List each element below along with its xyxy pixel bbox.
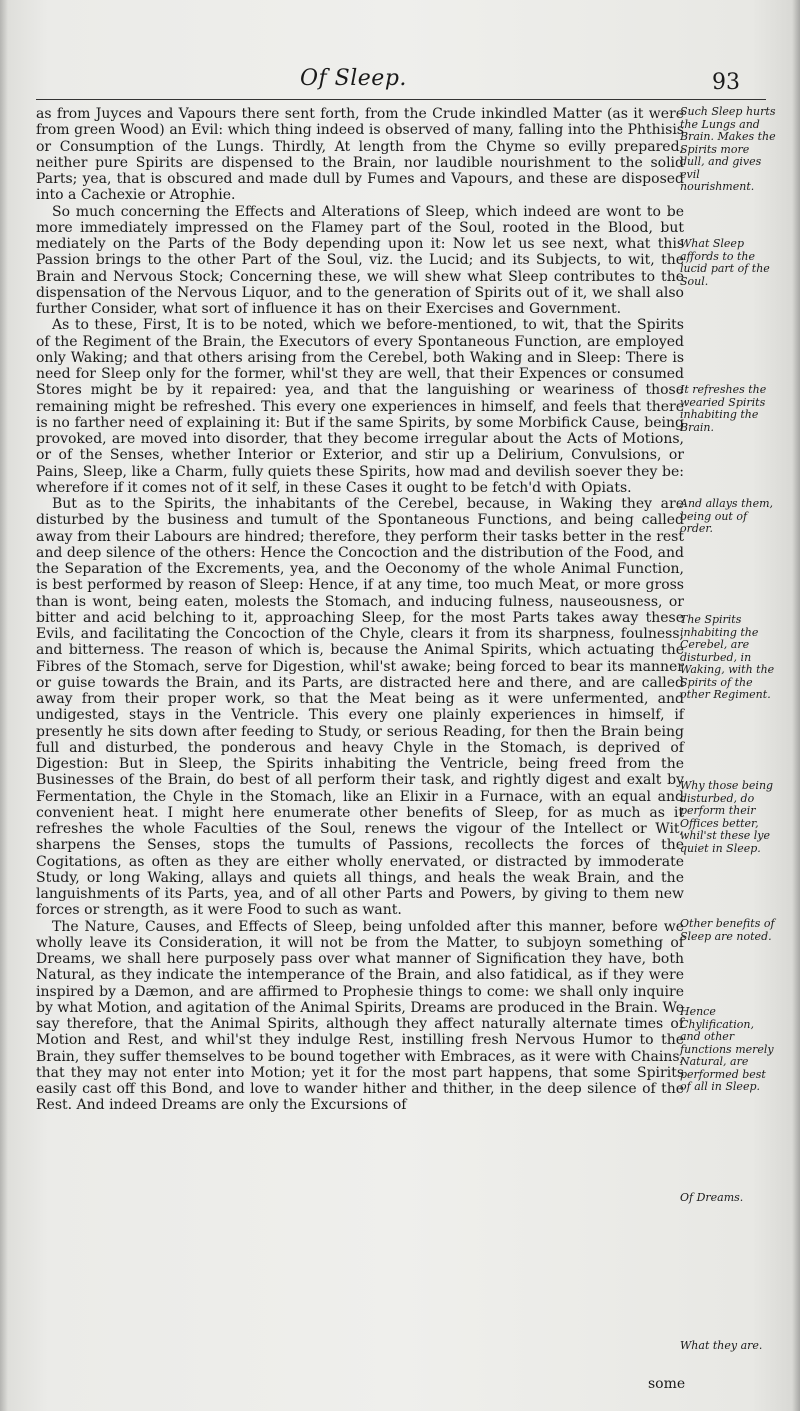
margin-note-cerebel-spirits: The Spirits inhabiting the Cerebel, are disturbed, in Waking, with the Spirits of the other Regiment.	[680, 613, 775, 701]
page-header	[0, 62, 800, 102]
margin-note-what-they-are: What they are.	[680, 1339, 763, 1352]
page-number: 93	[712, 70, 740, 95]
page-edge-right	[792, 0, 800, 1411]
paragraph-1: as from Juyces and Vapours there sent forth, from the Crude inkindled Matter (as it were from green Wood) an Evil: which thing indeed is observed of many, falling into the Phthisis or Consumption of the Lungs. Thirdly, At length from the Chyme so evilly prepared, neither pure Spirits are dispensed to the Brain, nor laudible nourishment to the solid Parts; yea, that is obscured and made dull by Fumes and Vapours, and these are disposed into a Cachexie or Atrophie.	[36, 106, 684, 204]
page-edge-left	[0, 0, 8, 1411]
running-title: Of Sleep.	[300, 66, 407, 91]
margin-note-of-dreams: Of Dreams.	[680, 1191, 744, 1204]
paragraph-4: But as to the Spirits, the inhabitants of the Cerebel, because, in Waking they are disturbed by the business and tumult of the Spontaneous Functions, and being called away from their Labours are hindred; therefore, they perform their tasks better in the rest and deep silence of the others: Hence the Concoction and the distribution of the Food, and the Separation of the Excrements, yea, and the Oeconomy of the whole Animal Function, is best performed by reason of Sleep: Hence, if at any time, too much Meat, or more gross than is wont, being eaten, molests the Stomach, and inducing fulness, nauseousness, or bitter and acid belching to it, approaching Sleep, for the most Parts takes away these Evils, and facilitating the Concoction of the Chyle, clears it from its sharpness, foulness, and bitterness. The reason of which is, because the Animal Spirits, which actuating the Fibres of the Stomach, serve for Digestion, whil'st awake; being forced to bear its manner or guise towards the Brain, and its Parts, are distracted here and there, and are called away from their proper work, so that the Meat being as it were unfermented, and undigested, stays in the Ventricle. This every one plainly experiences in himself, if presently he sits down after feeding to Study, or serious Reading, for then the Brain being full and disturbed, the ponderous and heavy Chyle in the Stomach, is deprived of Digestion: But in Sleep, the Spirits inhabiting the Ventricle, being freed from the Businesses of the Brain, do best of all perform their task, and rightly digest and exalt by Fermentation, the Chyle in the Stomach, like an Elixir in a Furnace, with an equal and convenient heat. I might here enumerate other benefits of Sleep, for as much as it refreshes the whole Faculties of the Soul, renews the vigour of the Intellect or Wit, sharpens the Senses, stops the tumults of Passions, recollects the forces of the Cogitations, as often as they are either wholly enervated, or distracted by immoderate Study, or long Waking, allays and quiets all things, and heals the weak Brain, and the languishments of its Parts, yea, and of all other Parts and Powers, by giving to them new forces or strength, as it were Food to such as want.	[36, 496, 684, 919]
paragraph-3: As to these, First, It is to be noted, which we before-mentioned, to wit, that the Spirits of the Regiment of the Brain, the Executors of every Spontaneous Function, are employed only Waking; and that others arising from the Cerebel, both Waking and in Sleep: There is need for Sleep only for the former, whil'st they are well, that their Expences or consumed Stores might be by it repaired: yea, and that the languishing or weariness of those remaining might be refreshed. This every one experiences in himself, and feels that there is no farther need of explaining it: But if the same Spirits, by some Morbifick Cause, being provoked, are moved into disorder, that they become irregular about the Acts of Motions, or of the Senses, whether Interior or Exterior, and stir up a Delirium, Convulsions, or Pains, Sleep, like a Charm, fully quiets these Spirits, how mad and devilish soever they be: wherefore if it comes not of it self, in these Cases it ought to be fetch'd with Opiats.	[36, 317, 684, 496]
header-rule	[36, 99, 766, 100]
margin-note-refreshes-spirits: It refreshes the wearied Spirits inhabiting the Brain.	[680, 383, 767, 434]
margin-note-chylification: Hence Chylification, and other functions merely Natural, are performed best of all in Sleep.	[680, 1005, 774, 1093]
margin-note-allays: And allays them, being out of order.	[680, 497, 774, 535]
margin-note-other-benefits: Other benefits of Sleep are noted.	[680, 917, 775, 943]
margin-note-why-disturbed: Why those being disturbed, do perform their Offices better, whil'st these lye quiet in Sleep.	[680, 779, 774, 855]
main-text	[36, 106, 684, 1114]
paragraph-5: The Nature, Causes, and Effects of Sleep, being unfolded after this manner, before we wholly leave its Consideration, it will not be from the Matter, to subjoyn something of Dreams, we shall here purposely pass over what manner of Signification they have, both Natural, as they indicate the intemperance of the Brain, and also fatidical, as if they were inspired by a Dæmon, and are affirmed to Prophesie things to come: we shall only inquire by what Motion, and agitation of the Animal Spirits, Dreams are produced in the Brain. We say therefore, that the Animal Spirits, although they affect naturally alternate times of Motion and Rest, and whil'st they indulge Rest, instilling fresh Nervous Humor to the Brain, they suffer themselves to be bound together with Embraces, as it were with Chains, that they may not enter into Motion; yet it for the most part happens, that some Spirits easily cast off this Bond, and love to wander hither and thither, in the deep silence of the Rest. And indeed Dreams are only the Excursions of	[36, 918, 684, 1114]
margin-note-sleep-hurts-lungs: Such Sleep hurts the Lungs and Brain. Makes the Spirits more dull, and gives evil nourishment.	[680, 105, 776, 193]
catchword: some	[648, 1376, 686, 1392]
margin-note-lucid-part: What Sleep affords to the lucid part of the Soul.	[680, 237, 770, 288]
paragraph-2: So much concerning the Effects and Alterations of Sleep, which indeed are wont to be more immediately impressed on the Flamey part of the Soul, rooted in the Blood, but mediately on the Parts of the Body depending upon it: Now let us see next, what this Passion brings to the other Part of the Soul, viz. the Lucid; and its Subjects, to wit, the Brain and Nervous Stock; Concerning these, we will shew what Sleep contributes to the dispensation of the Nervous Liquor, and to the generation of Spirits out of it, we shall also further Consider, what sort of influence it has on their Exercises and Government.	[36, 203, 684, 317]
